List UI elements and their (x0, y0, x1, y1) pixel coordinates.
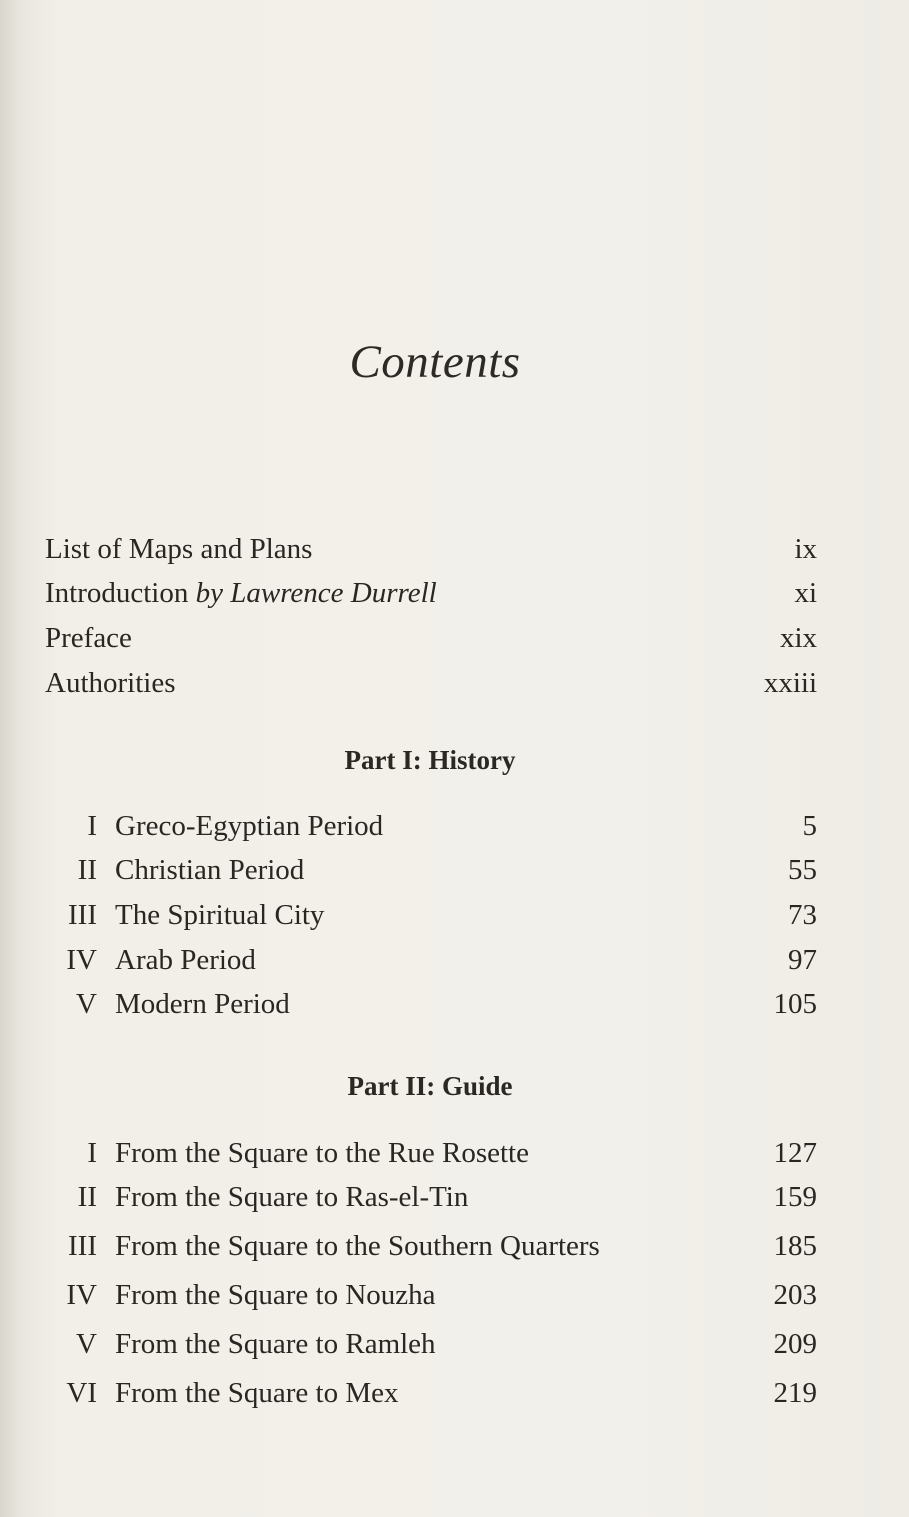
chapter-number: IV (66, 1279, 97, 1311)
chapter-title: From the Square to Nouzha (115, 1279, 436, 1311)
toc-entry-author: by Lawrence Durrell (195, 577, 437, 609)
chapter-title: From the Square to the Rue Rosette (115, 1137, 529, 1169)
chapter-page: 219 (773, 1377, 817, 1409)
toc-chapter-row (0, 940, 909, 980)
part-heading-history: Part I: History (344, 745, 516, 775)
chapter-number: I (87, 1137, 97, 1169)
chapter-title: Greco-Egyptian Period (115, 810, 384, 842)
chapter-page: 105 (773, 988, 817, 1020)
toc-entry-authorities (0, 663, 909, 703)
toc-chapter-row (0, 1133, 909, 1173)
chapter-page: 127 (773, 1137, 817, 1169)
toc-entry-label: Introduction (45, 577, 189, 609)
chapter-page: 5 (802, 810, 817, 842)
toc-chapter-row (0, 850, 909, 890)
toc-entry-preface (0, 618, 909, 658)
toc-entry-label: Authorities (45, 667, 176, 699)
toc-chapter-row (0, 895, 909, 935)
toc-chapter-row (0, 984, 909, 1024)
toc-chapter-row (0, 1324, 909, 1364)
chapter-title: Christian Period (115, 854, 305, 886)
chapter-title: From the Square to Ramleh (115, 1328, 436, 1360)
chapter-number: V (76, 1328, 97, 1360)
chapter-number: II (77, 854, 97, 886)
part-heading-guide: Part II: Guide (347, 1071, 513, 1101)
toc-entry-page: xxiii (763, 667, 817, 699)
chapter-page: 73 (788, 899, 817, 931)
chapter-title: From the Square to Mex (115, 1377, 399, 1409)
chapter-number: IV (66, 944, 97, 976)
chapter-number: I (87, 810, 97, 842)
chapter-title: The Spiritual City (115, 899, 325, 931)
chapter-number: III (68, 1230, 97, 1262)
toc-chapter-row (0, 1177, 909, 1217)
toc-entry-label: List of Maps and Plans (45, 533, 313, 565)
chapter-number: III (68, 899, 97, 931)
chapter-title: From the Square to Ras-el-Tin (115, 1181, 469, 1213)
chapter-number: VI (66, 1377, 97, 1409)
chapter-page: 55 (788, 854, 817, 886)
chapter-page: 209 (773, 1328, 817, 1360)
toc-entry-label-wrap (45, 573, 437, 613)
toc-entry-list-of-maps (0, 529, 909, 569)
chapter-number: II (77, 1181, 97, 1213)
toc-chapter-row (0, 1373, 909, 1413)
toc-entry-label: Preface (45, 622, 132, 654)
toc-entry-introduction (0, 573, 909, 613)
chapter-title: From the Square to the Southern Quarters (115, 1230, 600, 1262)
toc-chapter-row (0, 1275, 909, 1315)
toc-entry-page: xix (779, 622, 817, 654)
chapter-page: 159 (773, 1181, 817, 1213)
chapter-title: Modern Period (115, 988, 290, 1020)
page-title: Contents (349, 336, 521, 388)
chapter-title: Arab Period (115, 944, 256, 976)
toc-chapter-row (0, 1226, 909, 1266)
toc-chapter-row (0, 806, 909, 846)
chapter-number: V (76, 988, 97, 1020)
chapter-page: 97 (788, 944, 817, 976)
toc-entry-page: ix (794, 533, 817, 565)
chapter-page: 203 (773, 1279, 817, 1311)
chapter-page: 185 (773, 1230, 817, 1262)
toc-entry-page: xi (794, 577, 817, 609)
